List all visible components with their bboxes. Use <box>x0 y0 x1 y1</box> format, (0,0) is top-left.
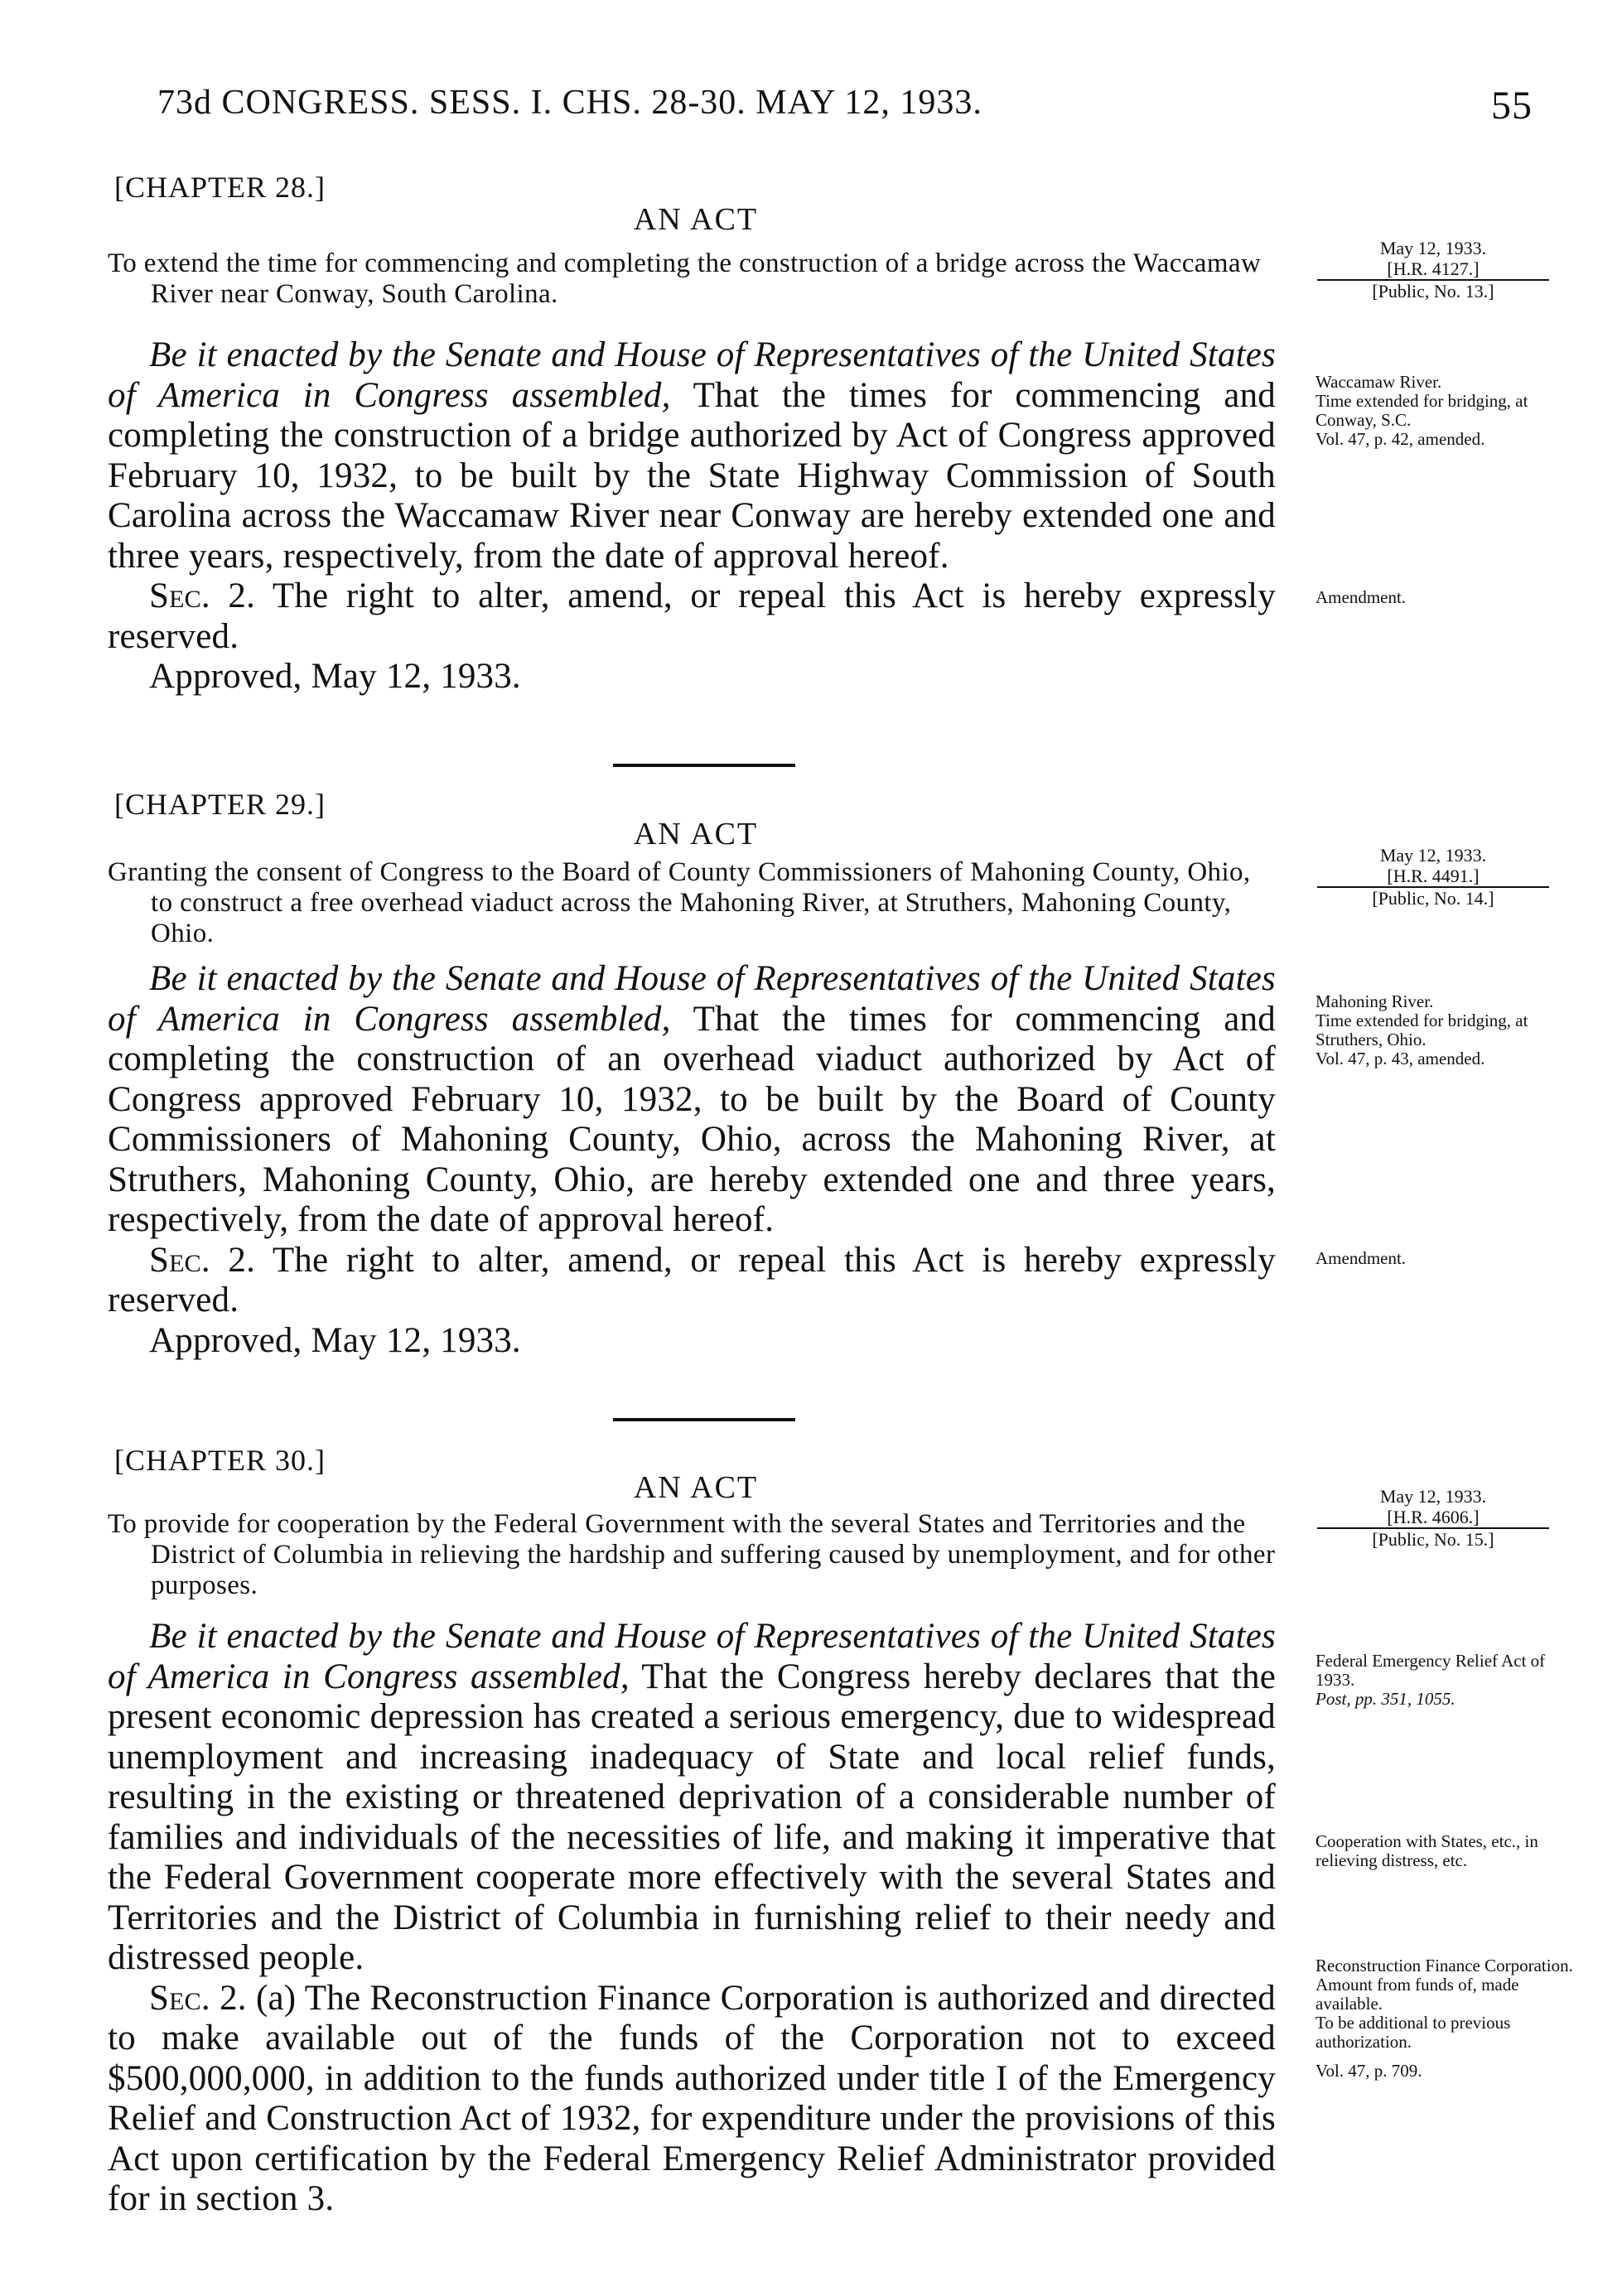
act-date: May 12, 1933. <box>1379 238 1487 258</box>
act-title: Granting the consent of Congress to the Board of County Commissioners of Mahoning County, Ohio, to construct a free overhead viaduct across the Mahoning River, at Struthers, Mahoning County, Ohio. <box>108 857 1251 948</box>
act-title: To provide for cooperation by the Federal Government with the several States and Territories and the District of Columbia in relieving the hardship and suffering caused by unemployment, and for other purposes. <box>108 1509 1276 1600</box>
public-law-number: [Public, No. 15.] <box>1372 1529 1494 1550</box>
margin-note-reference: Vol. 47, p. 42, amended. <box>1315 429 1485 449</box>
act-stamp <box>1284 1486 1582 1550</box>
public-law-number: [Public, No. 13.] <box>1372 281 1494 301</box>
margin-note-amendment <box>1294 588 1576 607</box>
margin-note-subject <box>1294 992 1576 1068</box>
page-number: 55 <box>1491 84 1533 128</box>
margin-note-body: Time extended for bridging, at Struthers, Ohio. <box>1315 1011 1528 1049</box>
margin-note-body: To be additional to previous authorization. <box>1315 2013 1511 2052</box>
bill-number: [H.R. 4606.] <box>1317 1507 1549 1529</box>
margin-note-body: Time extended for bridging, at Conway, S.C. <box>1315 391 1528 430</box>
margin-note-head: Federal Emergency Relief Act of 1933. <box>1315 1651 1546 1690</box>
margin-note-subject <box>1294 373 1576 449</box>
margin-note-head: Reconstruction Finance Corporation. <box>1315 1956 1573 1975</box>
margin-note-head: Waccamaw River. <box>1315 372 1442 392</box>
section-1-text: That the times for commencing and completing the construction of a bridge authorized by Act of Congress approved February 10, 1932, to be built by the State Highway Commission of South Carolina across the Waccamaw River near Conway are hereby extended one and three years, respectively, from the date of approval hereof. <box>108 375 1276 576</box>
approval-line: Approved, May 12, 1933. <box>149 657 521 696</box>
act-date: May 12, 1933. <box>1379 845 1487 866</box>
act-body <box>108 959 1276 1361</box>
act-body <box>108 1617 1276 2220</box>
act-date: May 12, 1933. <box>1379 1486 1487 1507</box>
an-act-heading: AN ACT <box>633 202 759 237</box>
margin-note-fera <box>1294 1652 1576 1709</box>
margin-note-rfc <box>1294 1956 1576 2081</box>
enacting-clause: Be it enacted by the Senate and House of Representatives of the United States of America in Congress assembled, <box>108 335 1276 415</box>
act-body <box>108 335 1276 697</box>
section-label: Sec. <box>149 1978 210 2018</box>
chapter-label: [CHAPTER 30.] <box>114 1444 326 1477</box>
section-label: Sec. <box>149 576 210 615</box>
section-2-text: 2. (a) The Reconstruction Finance Corporation is authorized and directed to make available out of the funds of the Corporation not to exceed $500,000,000, in addition to the funds authorized under title I of the Emergency Relief and Construction Act of 1932, for expenditure under the provisions of this Act upon certification by the Federal Emergency Relief Administrator provided for in section 3. <box>108 1978 1276 2218</box>
an-act-heading: AN ACT <box>633 817 759 851</box>
margin-note-reference: Vol. 47, p. 709. <box>1315 2061 1422 2081</box>
margin-note-amendment-text: Amendment. <box>1315 1248 1407 1268</box>
section-1-text: That the Congress hereby declares that the present economic depression has created a serious emergency, due to widespread unemployment and increasing inadequacy of State and local relief funds, resulting in the existing or threatened deprivation of a considerable number of families and individuals of the necessities of life, and making it imperative that the Federal Government cooperate more effectively with the several States and Territories and the District of Columbia in furnishing relief to their needy and distressed people. <box>108 1657 1276 1977</box>
an-act-heading: AN ACT <box>633 1470 759 1505</box>
section-2-text: 2. The right to alter, amend, or repeal this Act is hereby expressly reserved. <box>108 576 1276 656</box>
section-2-text: 2. The right to alter, amend, or repeal this Act is hereby expressly reserved. <box>108 1240 1276 1319</box>
enacting-clause: Be it enacted by the Senate and House of Representatives of the United States of America in Congress assembled, <box>108 1617 1276 1696</box>
margin-note-amendment <box>1294 1249 1576 1268</box>
margin-note-cooperation <box>1294 1832 1576 1870</box>
bill-number: [H.R. 4127.] <box>1317 258 1549 281</box>
act-title: To extend the time for commencing and completing the construction of a bridge across the Waccamaw River near Conway, South Carolina. <box>108 248 1262 309</box>
section-divider <box>613 1418 795 1421</box>
page-header <box>157 83 1533 133</box>
chapter-label: [CHAPTER 28.] <box>114 171 326 204</box>
margin-note-reference: Post, pp. 351, 1055. <box>1315 1689 1455 1709</box>
margin-note-reference: Vol. 47, p. 43, amended. <box>1315 1049 1485 1068</box>
bill-number: [H.R. 4491.] <box>1317 866 1549 888</box>
act-stamp <box>1284 238 1582 301</box>
approval-line: Approved, May 12, 1933. <box>149 1320 521 1360</box>
act-stamp <box>1284 845 1582 909</box>
margin-note-amendment-text: Amendment. <box>1315 587 1407 607</box>
margin-note-body: Amount from funds of, made available. <box>1315 1975 1519 2014</box>
margin-note-head: Mahoning River. <box>1315 991 1434 1011</box>
public-law-number: [Public, No. 14.] <box>1372 888 1494 909</box>
chapter-label: [CHAPTER 29.] <box>114 788 326 821</box>
section-label: Sec. <box>149 1240 210 1280</box>
section-1-text: That the times for commencing and completing the construction of an overhead viaduct authorized by Act of Congress approved February 10, 1932, to be built by the Board of County Commissioners of Mahoning County, Ohio, across the Mahoning River, at Struthers, Mahoning County, Ohio, are hereby extended one and three years, respectively, from the date of approval hereof. <box>108 999 1276 1239</box>
enacting-clause: Be it enacted by the Senate and House of Representatives of the United States of America in Congress assembled, <box>108 959 1276 1039</box>
section-divider <box>613 764 795 767</box>
margin-note-head: Cooperation with States, etc., in relieving distress, etc. <box>1315 1831 1538 1870</box>
running-head: 73d CONGRESS. SESS. I. CHS. 28-30. MAY 12, 1933. <box>157 84 982 122</box>
